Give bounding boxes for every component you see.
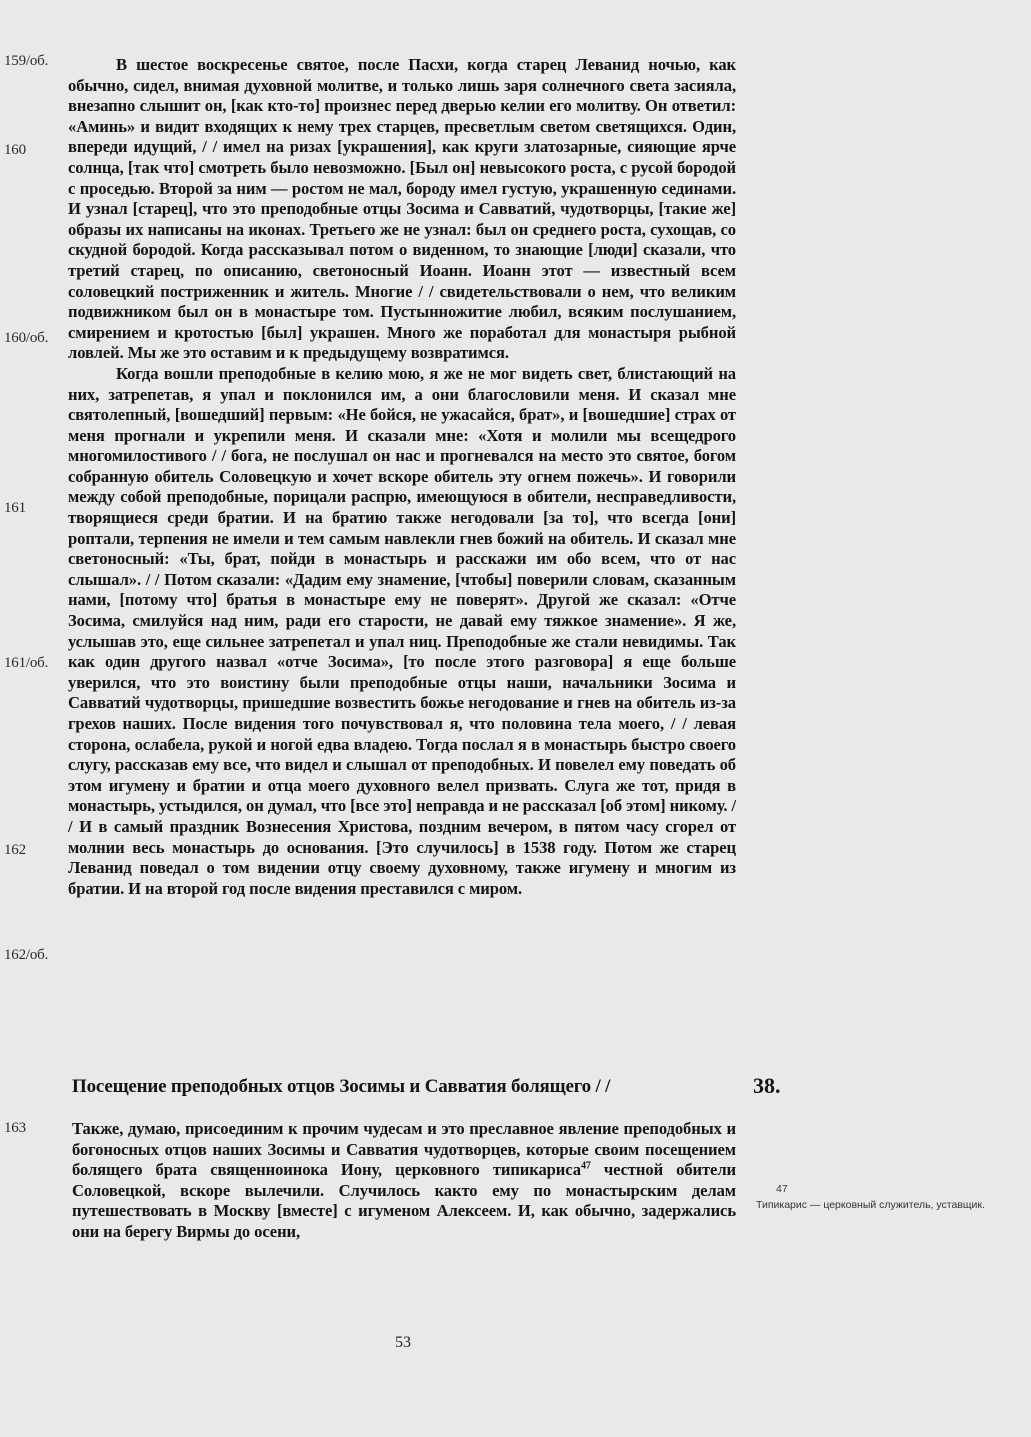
page-number: 53 xyxy=(395,1334,411,1351)
margin-ref-161: 161 xyxy=(4,500,26,516)
margin-ref-160-ob: 160/об. xyxy=(4,330,49,346)
main-text xyxy=(68,55,736,899)
section-title: Посещение преподобных отцов Зосимы и Савватия болящего / / xyxy=(72,1076,611,1097)
section-number: 38. xyxy=(753,1073,781,1098)
section-paragraph xyxy=(72,1119,736,1243)
margin-ref-159-ob: 159/об. xyxy=(4,53,49,69)
footnote-number: 47 xyxy=(776,1183,788,1195)
section-text xyxy=(72,1119,736,1243)
margin-ref-160: 160 xyxy=(4,142,26,158)
paragraph-fire: Когда вошли преподобные в келию мою, я же не мог видеть свет, блистающий на них, затрепетав, я упал и поклонился им, а они благословили меня. И сказал мне святолепный, [вошедший] первым: «Не бойся, не ужасайся, брат», и [вошедшие] страх от меня прогнали и укрепили меня. И сказали мне: «Хотя и молили мы всещедрого многомилостивого / / бога, не послушал он нас и прогневался на место это святое, богом собранную обитель Соловецкую и хочет вскоре обитель эту огнем пожечь». И говорили между собой преподобные, порицали распрю, имеющуюся в обители, несправедливости, творящиеся среди братии. И на братию также негодовали [за то], что всегда [они] роптали, терпения не имели и тем самым навлекли гнев божий на обитель. И сказал мне светоносный: «Ты, брат, пойди в монастырь и расскажи им обо всем, что от нас слышал». / / Потом сказали: «Дадим ему знамение, [чтобы] поверили словам, сказанным нами, [потому что] братья в монастыре ему не поверят». Другой же сказал: «Отче Зосима, смилуйся над ним, ради его старости, не давай ему тяжкое знамение». Я же, услышав это, еще сильнее затрепетал и упал ниц. Преподобные же стали невидимы. Так как один другого назвал «отче Зосима», [то после этого разговора] я еще больше уверился, что это воистину были преподобные отцы наши, начальники Зосима и Савватий чудотворцы, пришедшие возвестить божье негодование и гнев на обитель из-за грехов наших. После видения того почувствовал я, что половина тела моего, / / левая сторона, ослабела, рукой и ногой едва владею. Тогда послал я в монастырь быстро своего слугу, рассказав ему все, что видел и слышал от преподобных. И повелел ему поведать об этом игумену и братии и отца моего духовного велел призвать. Слуга же тот, придя в монастырь, устыдился, он думал, что [все это] неправда и не рассказал [об этом] никому. / / И в самый праздник Вознесения Христова, поздним вечером, в пятом часу сгорел от молнии весь монастырь до основания. [Это случилось] в 1538 году. Потом же старец Леванид поведал о том видении отцу своему духовному, также игумену и многим из братии. И на второй год после видения преставился с миром. xyxy=(68,363,736,898)
margin-ref-163: 163 xyxy=(4,1120,26,1136)
margin-ref-162-ob: 162/об. xyxy=(4,947,49,963)
paragraph-vision: В шестое воскресенье святое, после Пасхи, когда старец Леванид ночью, как обычно, сидел, внимая духовной молитве, и только лишь заря солнечного света засияла, внезапно слышит он, [как кто-то] произнес перед дверью келии его молитву. Он ответил: «Аминь» и видит входящих к нему трех старцев, пресветлым светом светящихся. Один, впереди идущий, / / имел на ризах [украшения], как круги златозарные, сияющие ярче солнца, [так что] смотреть было невозможно. [Был он] невысокого роста, с русой бородой с проседью. Второй за ним — ростом не мал, бороду имел густую, украшенную сединами. И узнал [старец], что это преподобные отцы Зосима и Савватий, чудотворцы, [такие же] образы их написаны на иконах. Третьего же не узнал: был он среднего роста, сухощав, со скудной бородой. Когда рассказывал потом о виденном, то знающие [люди] сказали, что третий старец, по описанию, светоносный Иоанн. Иоанн этот — известный всем соловецкий постриженник и житель. Многие / / свидетельствовали о нем, что великим подвижником был он в монастыре том. Пустынножитие любил, всяким послушанием, смирением и кротостью [был] украшен. Много же поработал для монастыря рыбной ловлей. Мы же это оставим и к предыдущему возвратимся. xyxy=(68,55,736,363)
margin-ref-161-ob: 161/об. xyxy=(4,655,49,671)
margin-ref-162: 162 xyxy=(4,842,26,858)
section-text-start: Также, думаю, присоединим к прочим чудесам и это преславное явление преподобных и богоносных отцов наших Зосимы и Савватия чудотворцев, которые своим посещением болящего брата священноинока Иону, церковного типикариса xyxy=(72,1119,736,1180)
footnote-reference[interactable]: 47 xyxy=(580,1160,591,1172)
section-text-end: честной обители Соловецкой, вскоре вылечили. Случилось както ему по монастырским делам путешествовать в Москву [вместе] с игуменом Алексеем. И, как обычно, задержались они на берегу Вирмы до осени, xyxy=(72,1160,736,1241)
footnote-text: Типикарис — церковный служитель, уставщик. xyxy=(756,1199,985,1211)
